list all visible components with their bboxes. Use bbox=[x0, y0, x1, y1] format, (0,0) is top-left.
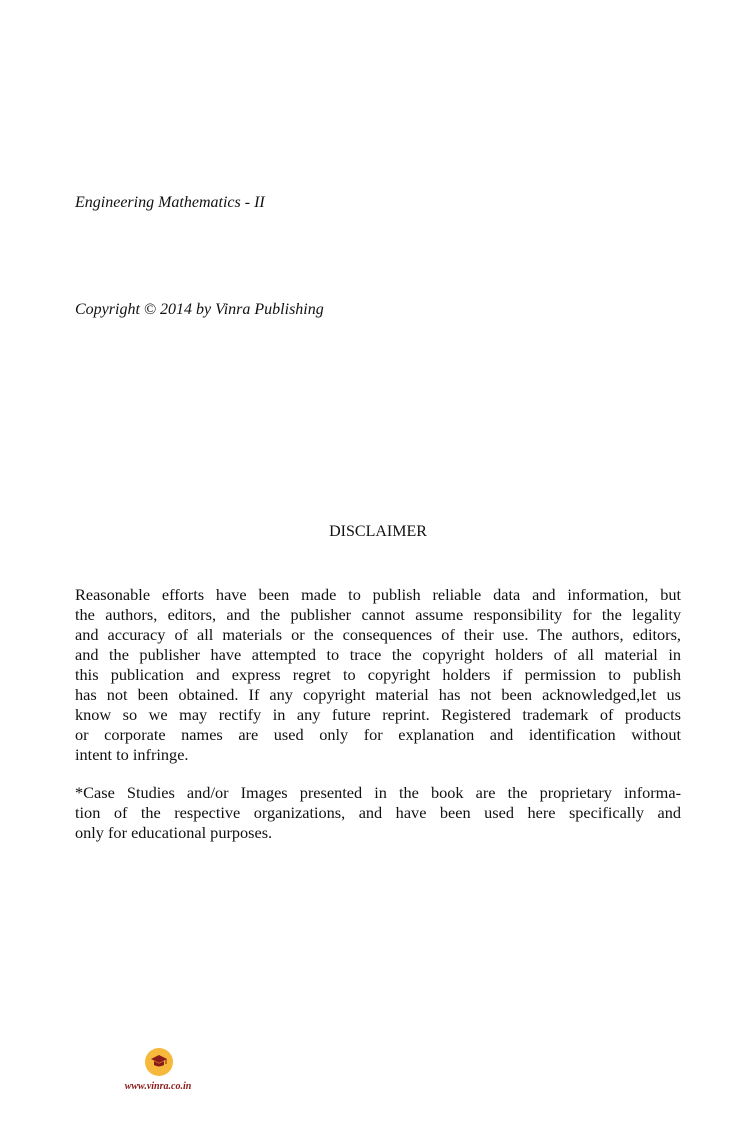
text-line: know so we may rectify in any future reprint. Registered trademark of products bbox=[75, 705, 681, 724]
graduation-cap-icon bbox=[150, 1053, 168, 1071]
text-line: tion of the respective organizations, and have been used here specifically and bbox=[75, 803, 681, 822]
book-title: Engineering Mathematics - II bbox=[75, 194, 265, 211]
text-line: Reasonable efforts have been made to publish reliable data and information, but bbox=[75, 585, 681, 604]
case-studies-paragraph bbox=[75, 783, 681, 843]
publisher-logo-icon bbox=[145, 1048, 173, 1076]
disclaimer-heading: DISCLAIMER bbox=[329, 523, 427, 540]
copyright-notice: Copyright © 2014 by Vinra Publishing bbox=[75, 301, 324, 318]
disclaimer-paragraph bbox=[75, 585, 681, 765]
text-line: has not been obtained. If any copyright material has not been acknowledged,let us bbox=[75, 685, 681, 704]
text-line: the authors, editors, and the publisher cannot assume responsibility for the legality bbox=[75, 605, 681, 624]
text-line: and accuracy of all materials or the consequences of their use. The authors, editors, bbox=[75, 625, 681, 644]
text-line: and the publisher have attempted to trace the copyright holders of all material in bbox=[75, 645, 681, 664]
text-line: *Case Studies and/or Images presented in the book are the proprietary informa- bbox=[75, 783, 681, 802]
text-line: this publication and express regret to copyright holders if permission to publish bbox=[75, 665, 681, 684]
text-line: or corporate names are used only for explanation and identification without bbox=[75, 725, 681, 744]
text-line: only for educational purposes. bbox=[75, 823, 273, 842]
publisher-url: www.vinra.co.in bbox=[124, 1081, 192, 1092]
text-line: intent to infringe. bbox=[75, 745, 189, 764]
